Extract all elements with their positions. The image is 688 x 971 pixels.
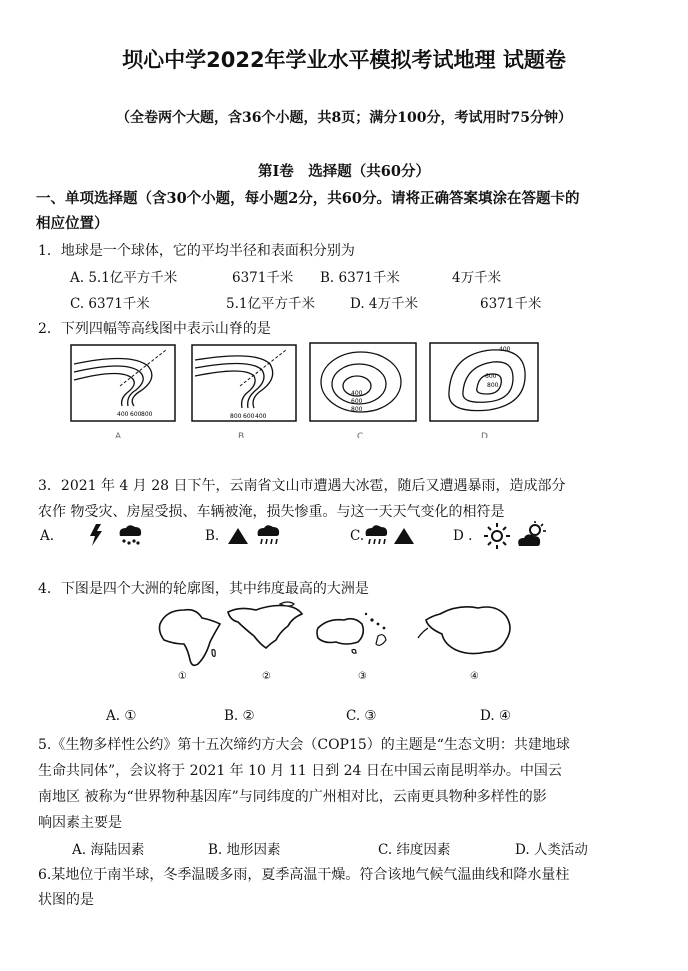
part-title: 第Ⅰ卷 选择题（共60分） — [258, 163, 430, 180]
map-a-frame — [71, 345, 175, 421]
contour-maps-cd — [309, 342, 541, 438]
q1-option-a-value: 6371千米 — [232, 270, 294, 286]
question-6-line1: 6.某地位于南半球，冬季温暖多雨，夏季高温干燥。符合该地气候气温曲线和降水量柱 — [38, 867, 570, 883]
q4-option-c: C. ③ — [346, 708, 377, 724]
question-6-line2: 状图的是 — [38, 892, 94, 908]
question-4: 4．下图是四个大洲的轮廓图，其中纬度最高的大洲是 — [38, 581, 369, 597]
q3-option-b: B. — [205, 528, 220, 544]
q4-option-d: D. ④ — [480, 708, 512, 724]
q1-option-b: B. 6371千米 — [320, 270, 400, 286]
q5-option-c: C. 纬度因素 — [378, 842, 451, 858]
continent-oceania-outline — [317, 619, 363, 644]
map-d-label-1: 400 — [499, 346, 511, 353]
q3-option-a: A. — [40, 528, 55, 544]
question-3-line1: 3．2021 年 4 月 28 日下午，云南省文山市遭遇大冰雹，随后又遭遇暴雨，造成部分 — [38, 478, 566, 494]
hail-triangle-icon — [228, 528, 248, 544]
map-b-contour-inner — [195, 371, 255, 408]
exam-info: （全卷两个大题，含36个小题，共8页；满分100分，考试用时75分钟） — [116, 110, 572, 126]
hail-triangle-icon — [394, 528, 414, 544]
question-5-line3: 南地区 被称为“世界物种基因库”与同纬度的广州相对比，云南更具物种多样性的影 — [38, 789, 547, 805]
map-a-label-2: 600 — [130, 411, 142, 418]
q3-option-c: C. — [350, 528, 365, 544]
map-b-label-1: 800 — [230, 413, 242, 420]
rain-cloud-icon — [366, 525, 388, 544]
q1-option-d-value: 6371千米 — [480, 296, 542, 312]
map-b-caption: B — [238, 432, 245, 438]
continent-number-4: ④ — [470, 671, 479, 682]
map-b-label-3: 400 — [255, 413, 267, 420]
q5-option-d: D. 人类活动 — [515, 842, 588, 858]
map-c-label-1: 400 — [351, 390, 363, 397]
continent-antarctica-outline — [426, 607, 510, 654]
map-b-label-2: 600 — [243, 413, 255, 420]
section-instruction: 一、单项选择题（含30个小题，每小题2分，共60分。请将正确答案填涂在答题卡的 — [36, 190, 580, 207]
q5-option-b: B. 地形因素 — [208, 842, 281, 858]
continent-north-america-outline — [228, 606, 302, 649]
map-d-caption: D — [481, 432, 488, 438]
map-a-contour-inner — [74, 373, 134, 406]
question-3-line2: 农作 物受灾、房屋受损、车辆被淹，损失惨重。与这一天天气变化的相符是 — [38, 504, 505, 520]
q1-option-c: C. 6371千米 — [70, 296, 150, 312]
q4-option-b: B. ② — [224, 708, 255, 724]
section-instruction-cont: 相应位置） — [36, 215, 109, 232]
partly-cloudy-icon — [518, 521, 546, 546]
continent-number-2: ② — [262, 671, 271, 682]
continent-number-3: ③ — [358, 671, 367, 682]
continent-africa-outline — [160, 610, 221, 666]
continent-outlines — [140, 598, 520, 684]
question-5-line4: 响因素主要是 — [38, 815, 122, 831]
q3-option-a-icons — [88, 522, 144, 548]
q3-option-d: D . — [453, 528, 473, 544]
map-d-frame — [430, 343, 538, 421]
map-c-frame — [310, 343, 416, 421]
map-c-caption: C — [357, 432, 364, 438]
q5-option-a: A. 海陆因素 — [72, 842, 145, 858]
q1-option-c-value: 5.1亿平方千米 — [226, 296, 315, 312]
q3-option-c-icons — [364, 522, 420, 548]
question-1: 1．地球是一个球体，它的平均半径和表面积分别为 — [38, 243, 355, 259]
map-a-label-1: 400 — [117, 411, 129, 418]
q1-option-d: D. 4万千米 — [350, 296, 419, 312]
question-5-line1: 5.《生物多样性公约》第十五次缔约方大会（COP15）的主题是“生态文明：共建地球 — [38, 737, 570, 753]
q3-option-b-icons — [226, 522, 282, 548]
map-c-label-3: 800 — [351, 406, 363, 413]
rain-cloud-icon — [258, 525, 280, 544]
map-a-caption: A — [115, 432, 122, 438]
question-5-line2: 生命共同体”，会议将于 2021 年 10 月 11 日到 24 日在中国云南昆明举办。中国云 — [38, 763, 562, 779]
map-c-label-2: 600 — [351, 398, 363, 405]
q3-option-d-icons — [483, 520, 549, 552]
hail-cloud-icon — [120, 525, 142, 544]
q1-option-a: A. 5.1亿平方千米 — [70, 270, 178, 286]
question-2: 2．下列四幅等高线图中表示山脊的是 — [38, 321, 271, 337]
q1-option-b-value: 4万千米 — [452, 270, 502, 286]
map-d-label-3: 800 — [487, 382, 499, 389]
map-d-label-2: 600 — [485, 373, 497, 380]
continent-number-1: ① — [178, 671, 187, 682]
map-a-label-3: 800 — [141, 411, 153, 418]
contour-maps-ab — [70, 344, 298, 438]
sun-icon — [484, 523, 510, 549]
q4-option-a: A. ① — [106, 708, 137, 724]
lightning-icon — [90, 524, 102, 546]
page-title: 坝心中学2022年学业水平模拟考试地理 试题卷 — [122, 48, 566, 72]
